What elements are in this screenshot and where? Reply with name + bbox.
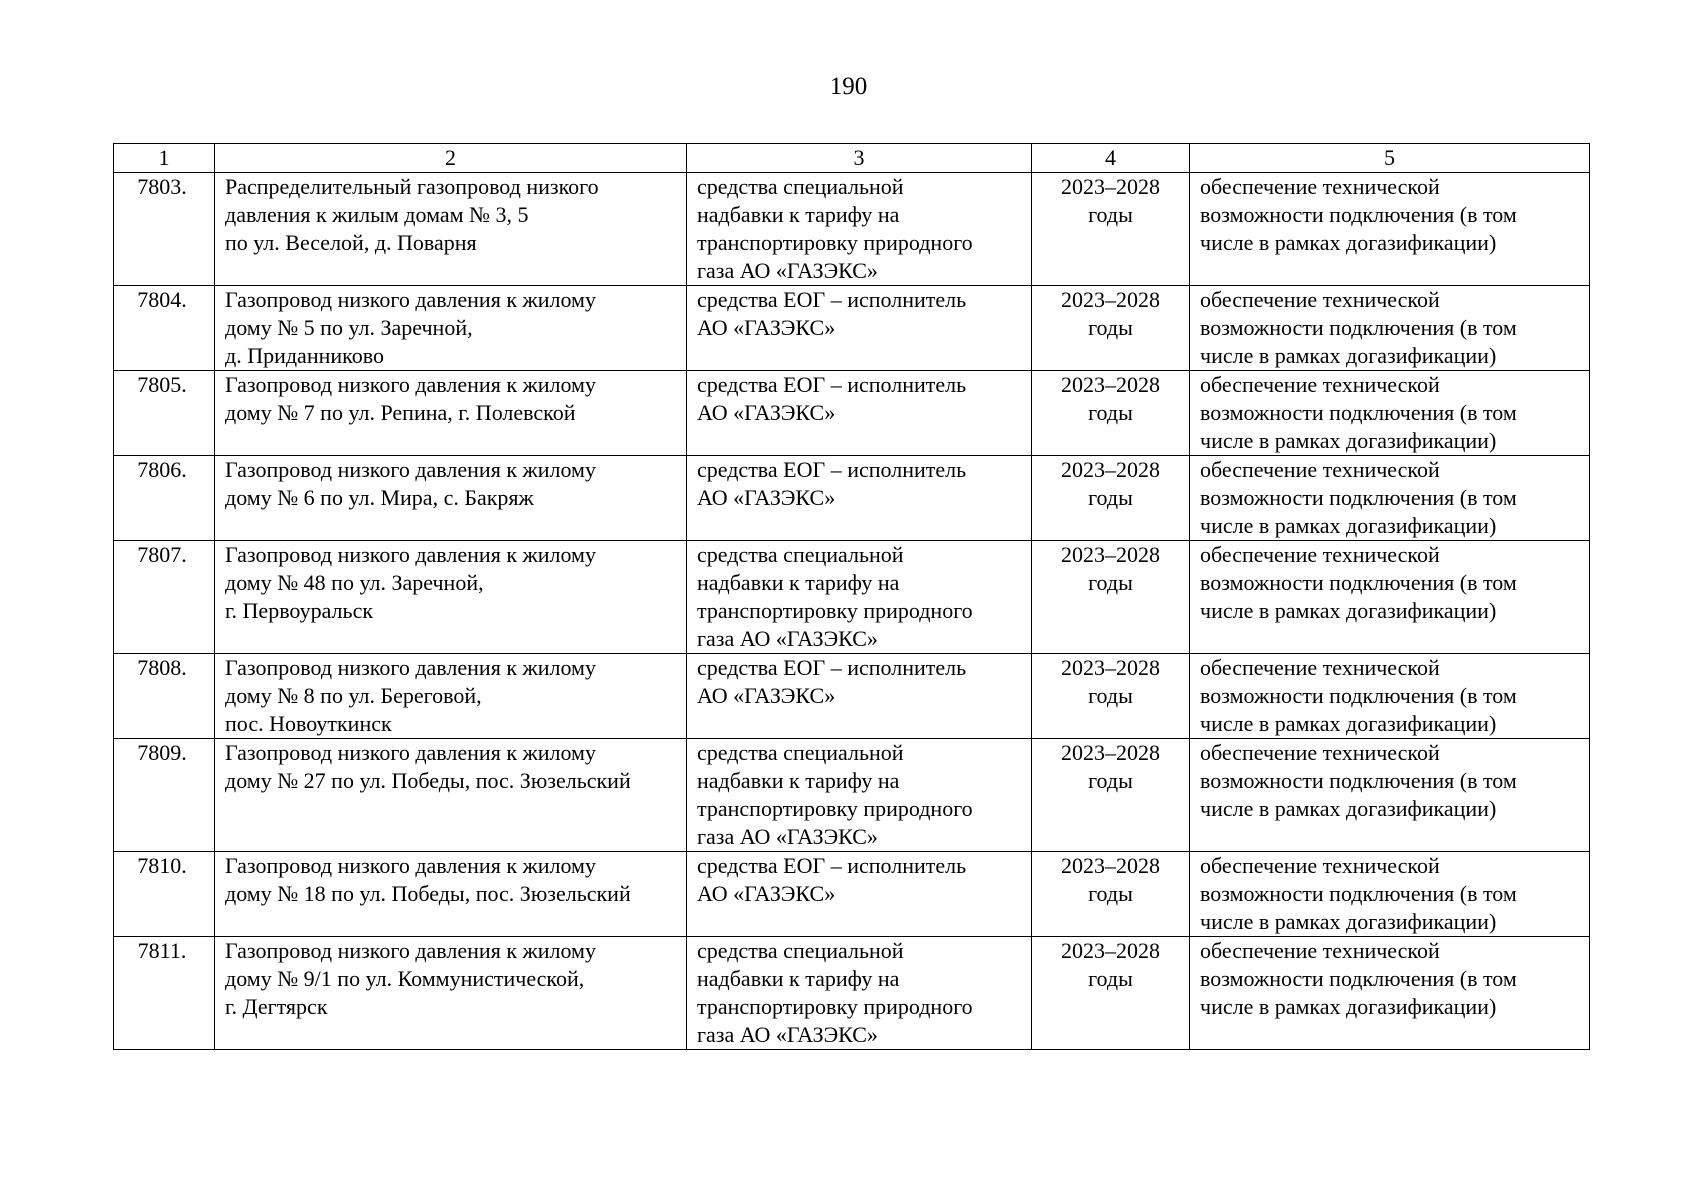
column-header-5: 5: [1190, 144, 1590, 173]
object-name-cell: Газопровод низкого давления к жилому дому № 9/1 по ул. Коммунистической, г. Дегтярск: [215, 937, 687, 1050]
object-name-cell: Газопровод низкого давления к жилому дому № 48 по ул. Заречной, г. Первоуральск: [215, 541, 687, 654]
period-cell: 2023–2028 годы: [1032, 739, 1190, 852]
row-number-cell: 7809.: [114, 739, 215, 852]
purpose-cell: обеспечение технической возможности подключения (в том числе в рамках догазификации): [1190, 654, 1590, 739]
row-number-cell: 7804.: [114, 286, 215, 371]
table-row: [114, 739, 1590, 852]
period-cell: 2023–2028 годы: [1032, 852, 1190, 937]
period-cell: 2023–2028 годы: [1032, 541, 1190, 654]
row-number-cell: 7807.: [114, 541, 215, 654]
column-header-4: 4: [1032, 144, 1190, 173]
purpose-cell: обеспечение технической возможности подключения (в том числе в рамках догазификации): [1190, 286, 1590, 371]
purpose-cell: обеспечение технической возможности подключения (в том числе в рамках догазификации): [1190, 852, 1590, 937]
row-number-cell: 7803.: [114, 173, 215, 286]
object-name-cell: Газопровод низкого давления к жилому дому № 5 по ул. Заречной, д. Приданниково: [215, 286, 687, 371]
funding-source-cell: средства ЕОГ – исполнитель АО «ГАЗЭКС»: [687, 371, 1032, 456]
funding-source-cell: средства ЕОГ – исполнитель АО «ГАЗЭКС»: [687, 456, 1032, 541]
period-cell: 2023–2028 годы: [1032, 286, 1190, 371]
column-header-2: 2: [215, 144, 687, 173]
period-cell: 2023–2028 годы: [1032, 173, 1190, 286]
funding-source-cell: средства специальной надбавки к тарифу на транспортировку природного газа АО «ГАЗЭКС»: [687, 541, 1032, 654]
purpose-cell: обеспечение технической возможности подключения (в том числе в рамках догазификации): [1190, 541, 1590, 654]
funding-source-cell: средства ЕОГ – исполнитель АО «ГАЗЭКС»: [687, 286, 1032, 371]
funding-source-cell: средства ЕОГ – исполнитель АО «ГАЗЭКС»: [687, 654, 1032, 739]
table-row: [114, 654, 1590, 739]
object-name-cell: Распределительный газопровод низкого давления к жилым домам № 3, 5 по ул. Веселой, д. Поварня: [215, 173, 687, 286]
period-cell: 2023–2028 годы: [1032, 456, 1190, 541]
funding-source-cell: средства специальной надбавки к тарифу на транспортировку природного газа АО «ГАЗЭКС»: [687, 739, 1032, 852]
column-header-1: 1: [114, 144, 215, 173]
projects-table: [113, 143, 1590, 1050]
object-name-cell: Газопровод низкого давления к жилому дому № 27 по ул. Победы, пос. Зюзельский: [215, 739, 687, 852]
period-cell: 2023–2028 годы: [1032, 371, 1190, 456]
purpose-cell: обеспечение технической возможности подключения (в том числе в рамках догазификации): [1190, 739, 1590, 852]
object-name-cell: Газопровод низкого давления к жилому дому № 6 по ул. Мира, с. Бакряж: [215, 456, 687, 541]
row-number-cell: 7808.: [114, 654, 215, 739]
table-row: [114, 852, 1590, 937]
funding-source-cell: средства специальной надбавки к тарифу на транспортировку природного газа АО «ГАЗЭКС»: [687, 937, 1032, 1050]
row-number-cell: 7805.: [114, 371, 215, 456]
period-cell: 2023–2028 годы: [1032, 654, 1190, 739]
period-cell: 2023–2028 годы: [1032, 937, 1190, 1050]
table-row: [114, 456, 1590, 541]
purpose-cell: обеспечение технической возможности подключения (в том числе в рамках догазификации): [1190, 173, 1590, 286]
purpose-cell: обеспечение технической возможности подключения (в том числе в рамках догазификации): [1190, 371, 1590, 456]
row-number-cell: 7811.: [114, 937, 215, 1050]
table-row: [114, 541, 1590, 654]
row-number-cell: 7810.: [114, 852, 215, 937]
table-row: [114, 173, 1590, 286]
object-name-cell: Газопровод низкого давления к жилому дому № 18 по ул. Победы, пос. Зюзельский: [215, 852, 687, 937]
funding-source-cell: средства ЕОГ – исполнитель АО «ГАЗЭКС»: [687, 852, 1032, 937]
table-row: [114, 371, 1590, 456]
row-number-cell: 7806.: [114, 456, 215, 541]
object-name-cell: Газопровод низкого давления к жилому дому № 7 по ул. Репина, г. Полевской: [215, 371, 687, 456]
page-number: 190: [829, 73, 868, 100]
table-row: [114, 286, 1590, 371]
column-header-3: 3: [687, 144, 1032, 173]
purpose-cell: обеспечение технической возможности подключения (в том числе в рамках догазификации): [1190, 456, 1590, 541]
funding-source-cell: средства специальной надбавки к тарифу на транспортировку природного газа АО «ГАЗЭКС»: [687, 173, 1032, 286]
purpose-cell: обеспечение технической возможности подключения (в том числе в рамках догазификации): [1190, 937, 1590, 1050]
object-name-cell: Газопровод низкого давления к жилому дому № 8 по ул. Береговой, пос. Новоуткинск: [215, 654, 687, 739]
table-row: [114, 937, 1590, 1050]
table-header-row: [114, 144, 1590, 173]
